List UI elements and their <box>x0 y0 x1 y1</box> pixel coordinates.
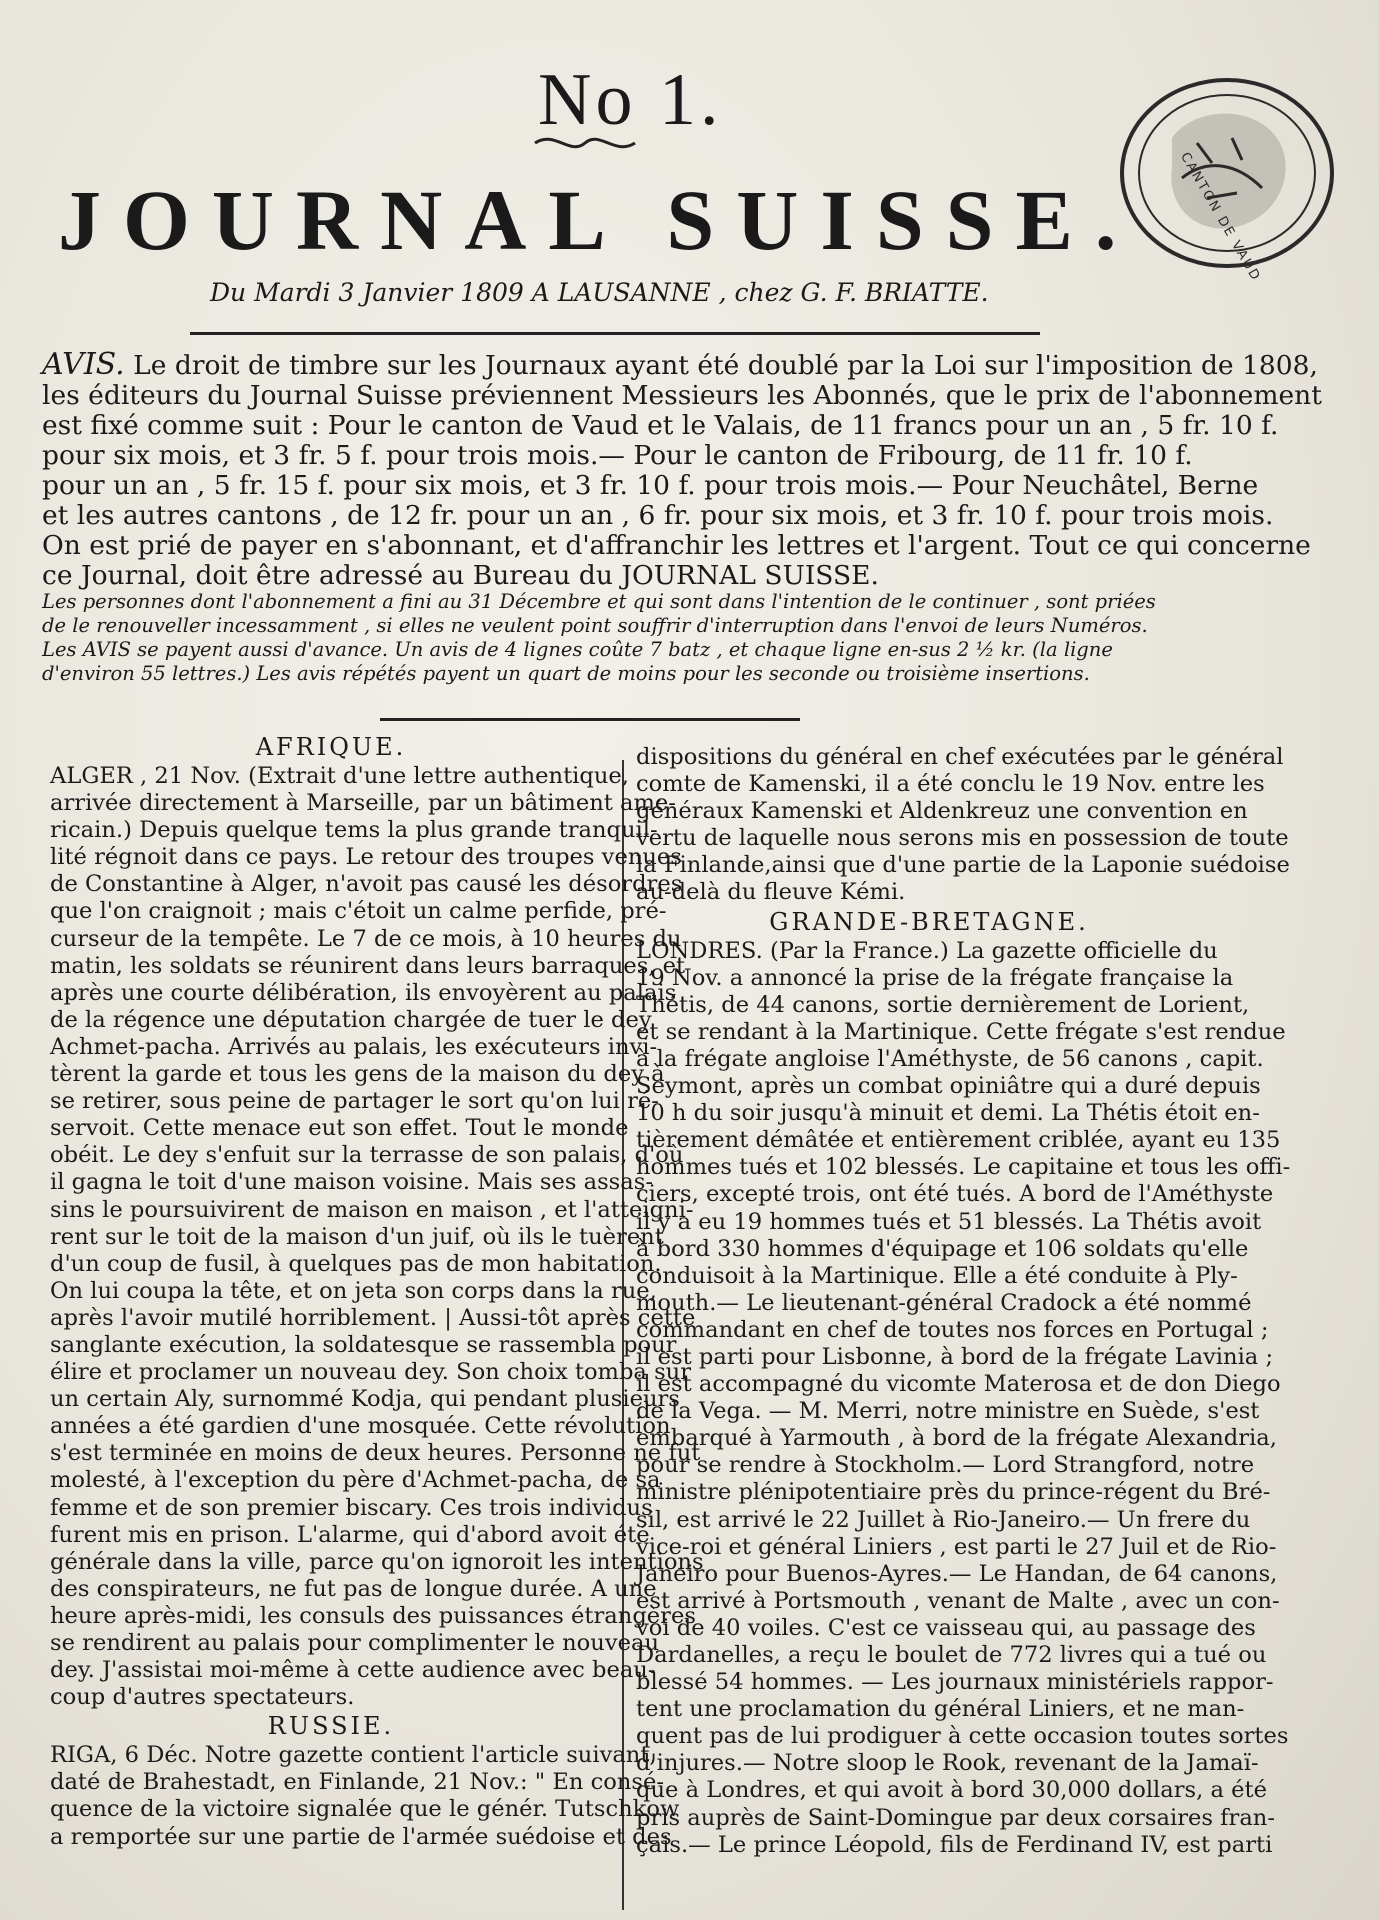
article-line: il y a eu 19 hommes tués et 51 blessés. La Thétis avoit <box>636 1208 1262 1235</box>
avis-line: est fixé comme suit : Pour le canton de Vaud et le Valais, de 11 francs pour un an , 5 fr. 10 f. <box>42 410 1279 441</box>
article-line: sanglante exécution, la soldatesque se rassembla pour <box>50 1331 677 1358</box>
article-line: sil, est arrivé le 22 Juillet à Rio-Janeiro.— Un frere du <box>636 1506 1251 1533</box>
article-line: sins le poursuivirent de maison en maison , et l'atteigni- <box>50 1196 694 1223</box>
canton-seal-stamp <box>1112 68 1342 278</box>
article-line: RIGA, 6 Déc. Notre gazette contient l'article suivant, <box>50 1742 657 1769</box>
article-line: comte de Kamenski, il a été conclu le 19 Nov. entre les <box>636 771 1265 798</box>
avis-line: pour un an , 5 fr. 15 f. pour six mois, et 3 fr. 10 f. pour trois mois.— Pour Neuchâtel, Berne <box>42 470 1259 501</box>
avis-line: AVIS. Le droit de timbre sur les Journaux ayant été doublé par la Loi sur l'imposition de 1808, <box>42 347 1318 382</box>
section-rule <box>380 718 800 721</box>
article-line: mouth.— Le lieutenant-général Cradock a été nommé <box>636 1289 1252 1316</box>
article-line: On lui coupa la tête, et on jeta son corps dans la rue, <box>50 1277 657 1304</box>
article-line: voi de 40 voiles. C'est ce vaisseau qui, au passage des <box>636 1614 1256 1641</box>
article-line: vertu de laquelle nous serons mis en possession de toute <box>636 825 1289 852</box>
article-line: pris auprès de Saint-Domingue par deux corsaires fran- <box>636 1804 1275 1831</box>
article-line: se rendirent au palais pour complimenter le nouveau <box>50 1630 659 1656</box>
article-line: quent pas de lui prodiguer à cette occasion toutes sortes <box>636 1723 1289 1750</box>
article-line: 10 h du soir jusqu'à minuit et demi. La Thétis étoit en- <box>636 1100 1260 1127</box>
article-line: hommes tués et 102 blessés. Le capitaine et tous les offi- <box>636 1154 1291 1181</box>
article-line: dispositions du général en chef exécutées par le général <box>636 744 1284 770</box>
article-line: ricain.) Depuis quelque tems la plus grande tranquil- <box>50 817 658 844</box>
article-line: commandant en chef de toutes nos forces en Portugal ; <box>636 1316 1269 1343</box>
article-line: Thétis, de 44 canons, sortie dernièrement de Lorient, <box>636 991 1250 1018</box>
avis-line: On est prié de payer en s'abonnant, et d'affranchir les lettres et l'argent. Tout ce qui concerne <box>42 530 1311 561</box>
article-line: de la Vega. — M. Merri, notre ministre en Suède, s'est <box>636 1398 1260 1425</box>
article-line: il est accompagné du vicomte Materosa et de don Diego <box>636 1371 1281 1398</box>
article-line: il est parti pour Lisbonne, à bord de la frégate Lavinia ; <box>636 1343 1274 1370</box>
article-line: après une courte délibération, ils envoyèrent au palais <box>50 979 677 1006</box>
article-line: matin, les soldats se réunirent dans leurs barraques, et <box>50 952 686 979</box>
article-line: que à Londres, et qui avoit à bord 30,000 dollars, a été <box>636 1777 1267 1804</box>
article-line: blessé 54 hommes. — Les journaux ministériels rappor- <box>636 1669 1274 1696</box>
avis-line: et les autres cantons , de 12 fr. pour un an , 6 fr. pour six mois, et 3 fr. 10 f. pour trois mois. <box>42 500 1274 531</box>
article-line: obéit. Le dey s'enfuit sur la terrasse de son palais, d'où <box>50 1142 684 1169</box>
avis-block <box>42 347 1322 591</box>
article-line: lité régnoit dans ce pays. Le retour des troupes venues <box>50 844 682 871</box>
article-line: embarqué à Yarmouth , à bord de la frégate Alexandria, <box>636 1425 1277 1452</box>
notice-line: Les AVIS se payent aussi d'avance. Un avis de 4 lignes coûte 7 batz , et chaque ligne en-sus 2 ½ kr. (la ligne <box>42 638 1113 661</box>
article-line: tent une proclamation du général Liniers, et ne man- <box>636 1696 1245 1723</box>
subscription-notice <box>42 590 1197 686</box>
seal-lettering: CANTON DE VAUD <box>1177 150 1264 285</box>
article-line: au-delà du fleuve Kémi. <box>636 879 906 906</box>
article-line: de Constantine à Alger, n'avoit pas causé les désordres <box>50 871 683 898</box>
article-line: des conspirateurs, ne fut pas de longue durée. A une <box>50 1575 657 1602</box>
issue-ornament <box>530 128 640 158</box>
article-line: Dardanelles, a reçu le boulet de 772 livres qui a tué ou <box>636 1642 1267 1668</box>
afrique-article <box>50 763 704 1711</box>
dateline: Du Mardi 3 Janvier 1809 A LAUSANNE , chez G. F. BRIATTE. <box>210 278 989 307</box>
article-line: est arrivé à Portsmouth , venant de Malte , avec un con- <box>636 1587 1280 1614</box>
notice-line: Les personnes dont l'abonnement a fini au 31 Décembre et qui sont dans l'intention de le continuer , sont priées <box>42 590 1156 613</box>
article-line: ALGER , 21 Nov. (Extrait d'une lettre authentique, <box>50 763 629 789</box>
article-line: LONDRES. (Par la France.) La gazette officielle du <box>636 937 1218 964</box>
avis-line: les éditeurs du Journal Suisse préviennent Messieurs les Abonnés, que le prix de l'abonnement <box>42 380 1322 411</box>
article-line: tièrement démâtée et entièrement criblée, ayant eu 135 <box>636 1127 1281 1154</box>
avis-line: ce Journal, doit être adressé au Bureau du JOURNAL SUISSE. <box>42 560 879 591</box>
article-line: dey. J'assistai moi-même à cette audience avec beau- <box>50 1657 656 1684</box>
article-line: ministre plénipotentiaire près du prince-régent du Bré- <box>636 1479 1271 1506</box>
russie-article <box>50 1742 680 1850</box>
article-line: heure après-midi, les consuls des puissances étrangères <box>50 1602 696 1629</box>
article-line: a remportée sur une partie de l'armée suédoise et des <box>50 1823 672 1850</box>
article-line: servoit. Cette menace eut son effet. Tout le monde <box>50 1115 629 1142</box>
article-line: daté de Brahestadt, en Finlande, 21 Nov.: " En consé- <box>50 1769 665 1796</box>
article-line: femme et de son premier biscary. Ces trois individus <box>50 1494 653 1521</box>
article-line: Achmet-pacha. Arrivés au palais, les exécuteurs invi- <box>50 1033 658 1060</box>
article-line: rent sur le toit de la maison d'un juif, où ils le tuèrent <box>50 1223 664 1250</box>
article-line: de la régence une députation chargée de tuer le dey <box>50 1006 652 1033</box>
article-line: après l'avoir mutilé horriblement. | Aussi-tôt après cette <box>50 1304 696 1331</box>
avis-label: AVIS. <box>42 347 125 382</box>
article-line: arrivée directement à Marseille, par un bâtiment ame- <box>50 790 676 817</box>
article-line: générale dans la ville, parce qu'on ignoroit les intentions <box>50 1548 704 1575</box>
masthead-title: JOURNAL SUISSE. <box>58 172 1139 268</box>
article-line: çais.— Le prince Léopold, fils de Ferdinand IV, est parti <box>636 1831 1273 1858</box>
article-line: Janeiro pour Buenos-Ayres.— Le Handan, de 64 canons, <box>636 1560 1278 1587</box>
article-line: furent mis en prison. L'alarme, qui d'abord avoit été <box>50 1521 650 1548</box>
section-heading-afrique: AFRIQUE. <box>255 733 407 761</box>
article-line: curseur de la tempête. Le 7 de ce mois, à 10 heures du <box>50 925 682 952</box>
article-line: généraux Kamenski et Aldenkreuz une convention en <box>636 798 1248 825</box>
russie-article-continued <box>636 744 1290 907</box>
article-line: ciers, excepté trois, ont été tués. A bord de l'Améthyste <box>636 1181 1274 1208</box>
article-line: à la frégate angloise l'Améthyste, de 56 canons , capit. <box>636 1045 1264 1072</box>
article-line: la Finlande,ainsi que d'une partie de la Laponie suédoise <box>636 852 1290 879</box>
article-line: que l'on craignoit ; mais c'étoit un calme perfide, pré- <box>50 898 667 925</box>
article-line: à bord 330 hommes d'équipage et 106 soldats qu'elle <box>636 1235 1249 1262</box>
grande-bretagne-article <box>636 937 1291 1859</box>
article-line: molesté, à l'exception du père d'Achmet-pacha, de sa <box>50 1467 661 1494</box>
article-line: vice-roi et général Liniers , est parti le 27 Juil et de Rio- <box>636 1533 1277 1560</box>
article-line: d'un coup de fusil, à quelques pas de mon habitation. <box>50 1250 662 1277</box>
article-line: d'injures.— Notre sloop le Rook, revenant de la Jamaï- <box>636 1750 1259 1777</box>
article-line: années a été gardien d'une mosquée. Cette révolution <box>50 1413 671 1440</box>
section-heading-grande-bretagne: GRANDE-BRETAGNE. <box>769 907 1089 936</box>
section-heading-russie: RUSSIE. <box>267 1712 395 1741</box>
article-line: 19 Nov. a annoncé la prise de la frégate française la <box>636 964 1234 991</box>
article-line: il gagna le toit d'une maison voisine. Mais ses assas- <box>50 1169 653 1196</box>
article-line: élire et proclamer un nouveau dey. Son choix tomba sur <box>50 1359 692 1386</box>
masthead-rule <box>190 332 1040 335</box>
article-line: un certain Aly, surnommé Kodja, qui pendant plusieurs <box>50 1386 680 1413</box>
article-line: quence de la victoire signalée que le génér. Tutschkow <box>50 1796 680 1823</box>
article-line: coup d'autres spectateurs. <box>50 1684 355 1711</box>
article-line: conduisoit à la Martinique. Elle a été conduite à Ply- <box>636 1262 1238 1289</box>
notice-line: d'environ 55 lettres.) Les avis répétés payent un quart de moins pour les seconde ou troisième insertions. <box>42 662 1090 685</box>
article-line: s'est terminée en moins de deux heures. Personne ne fut <box>50 1440 701 1467</box>
issue-number: No 1. <box>538 59 723 141</box>
left-column <box>50 732 704 1851</box>
article-line: pour se rendre à Stockholm.— Lord Strangford, notre <box>636 1452 1255 1479</box>
right-column <box>636 744 1291 1859</box>
article-line: se retirer, sous peine de partager le sort qu'on lui ré- <box>50 1088 659 1115</box>
notice-line: de le renouveller incessamment , si elles ne veulent point souffrir d'interruption dans l'envoi de leurs Numéros. <box>42 614 1148 637</box>
article-line: tèrent la garde et tous les gens de la maison du dey à <box>50 1061 665 1088</box>
article-line: Seymont, après un combat opiniâtre qui a duré depuis <box>636 1073 1261 1100</box>
article-line: et se rendant à la Martinique. Cette frégate s'est rendue <box>636 1018 1286 1045</box>
avis-line: pour six mois, et 3 fr. 5 f. pour trois mois.— Pour le canton de Fribourg, de 11 fr. 10 f. <box>42 440 1193 471</box>
